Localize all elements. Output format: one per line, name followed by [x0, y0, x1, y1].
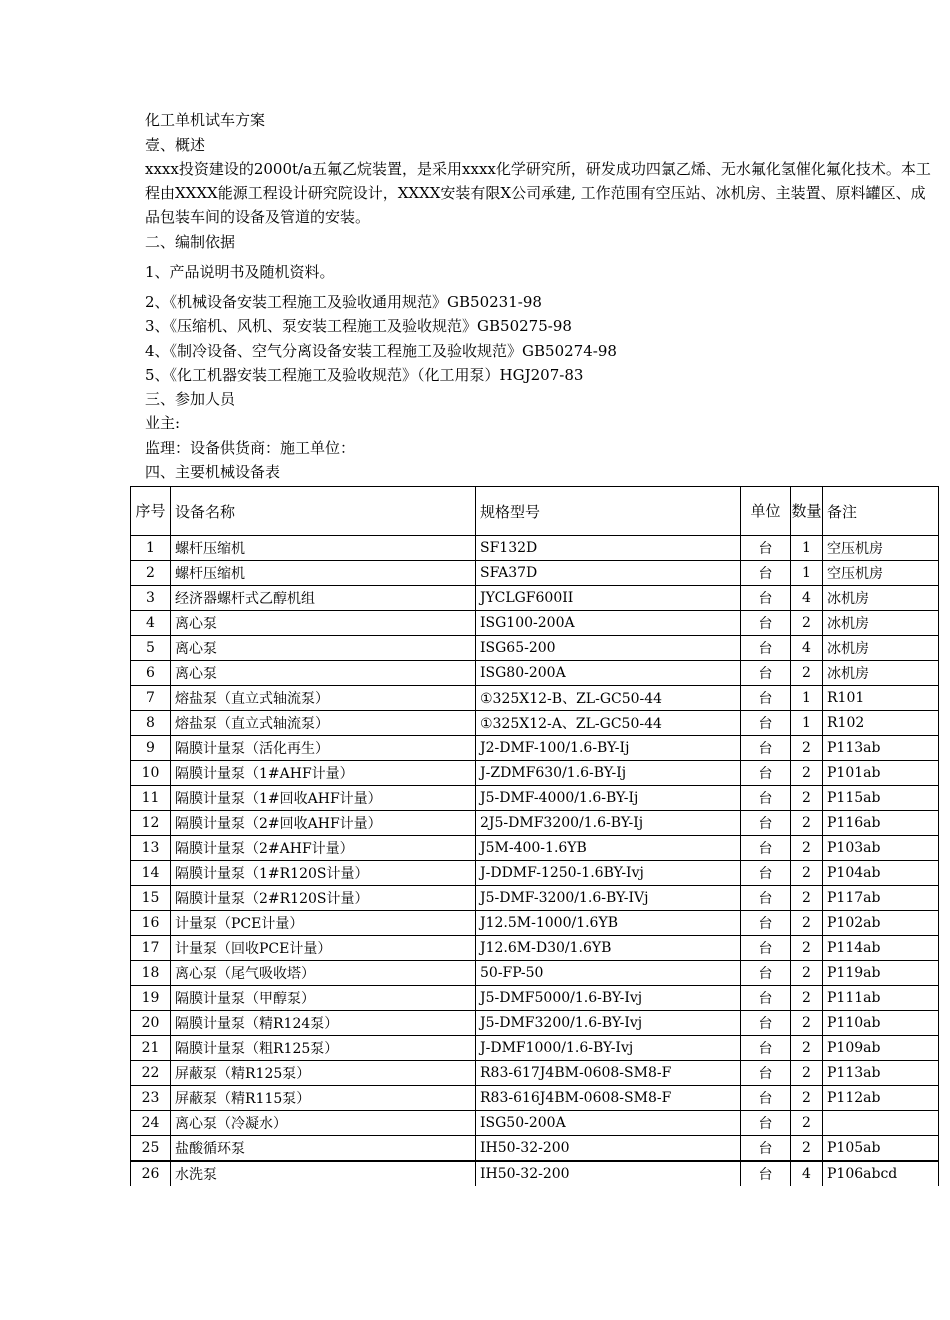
cell-note: P104ab: [823, 861, 939, 886]
cell-unit: 台: [741, 736, 791, 761]
table-row: [131, 1136, 939, 1162]
cell-name: 熔盐泵（直立式轴流泵）: [171, 686, 476, 711]
equipment-table-body: [131, 487, 939, 1187]
cell-spec: J5-DMF5000/1.6-BY-Ivj: [476, 986, 741, 1011]
table-row: [131, 736, 939, 761]
cell-name: 屏蔽泵（精R115泵）: [171, 1086, 476, 1111]
cell-note: P113ab: [823, 1061, 939, 1086]
cell-no: 22: [131, 1061, 171, 1086]
cell-qty: 2: [791, 861, 823, 886]
table-header-row: [131, 487, 939, 536]
owner-line: 业主:: [145, 414, 181, 432]
cell-unit: 台: [741, 561, 791, 586]
cell-spec: ISG65-200: [476, 636, 741, 661]
cell-unit: 台: [741, 636, 791, 661]
cell-note: P105ab: [823, 1136, 939, 1162]
cell-note: P117ab: [823, 886, 939, 911]
cell-note: P113ab: [823, 736, 939, 761]
cell-qty: 1: [791, 711, 823, 736]
cell-name: 隔膜计量泵（精R124泵）: [171, 1011, 476, 1036]
cell-spec: J-DMF1000/1.6-BY-Ivj: [476, 1036, 741, 1061]
cell-note: R102: [823, 711, 939, 736]
cell-no: 11: [131, 786, 171, 811]
cell-no: 7: [131, 686, 171, 711]
cell-note: P106abcd: [823, 1161, 939, 1186]
cell-name: 隔膜计量泵（1#回收AHF计量）: [171, 786, 476, 811]
cell-note: 冰机房: [823, 636, 939, 661]
cell-unit: 台: [741, 586, 791, 611]
cell-spec: J12.6M-D30/1.6YB: [476, 936, 741, 961]
cell-name: 计量泵（PCE计量）: [171, 911, 476, 936]
cell-qty: 4: [791, 1161, 823, 1186]
cell-spec: IH50-32-200: [476, 1136, 741, 1162]
cell-spec: ①325X12-A、ZL-GC50-44: [476, 711, 741, 736]
cell-spec: IH50-32-200: [476, 1161, 741, 1186]
table-row: [131, 636, 939, 661]
table-row: [131, 811, 939, 836]
cell-no: 14: [131, 861, 171, 886]
basis-item-1: 1、产品说明书及随机资料。: [145, 263, 335, 281]
table-row: [131, 986, 939, 1011]
cell-note: R101: [823, 686, 939, 711]
cell-note: P116ab: [823, 811, 939, 836]
cell-qty: 2: [791, 811, 823, 836]
cell-spec: R83-616J4BM-0608-SM8-F: [476, 1086, 741, 1111]
basis-item-5: 5、《化工机器安装工程施工及验收规范》（化工用泵）HGJ207-83: [145, 366, 584, 384]
cell-note: P119ab: [823, 961, 939, 986]
cell-no: 2: [131, 561, 171, 586]
header-no: 序号: [131, 487, 171, 536]
cell-qty: 2: [791, 1061, 823, 1086]
cell-spec: J5-DMF-3200/1.6-BY-IVj: [476, 886, 741, 911]
cell-no: 21: [131, 1036, 171, 1061]
cell-qty: 2: [791, 1086, 823, 1111]
cell-spec: ISG100-200A: [476, 611, 741, 636]
header-name: 设备名称: [171, 487, 476, 536]
section-3-heading: 三、参加人员: [145, 390, 236, 408]
cell-qty: 2: [791, 611, 823, 636]
cell-qty: 4: [791, 586, 823, 611]
table-row: [131, 561, 939, 586]
cell-note: P101ab: [823, 761, 939, 786]
cell-spec: R83-617J4BM-0608-SM8-F: [476, 1061, 741, 1086]
cell-no: 10: [131, 761, 171, 786]
header-unit: 单位: [741, 487, 791, 536]
cell-no: 8: [131, 711, 171, 736]
cell-note: 空压机房: [823, 561, 939, 586]
cell-no: 15: [131, 886, 171, 911]
cell-no: 16: [131, 911, 171, 936]
table-row: [131, 1011, 939, 1036]
basis-item-4: 4、《制冷设备、空气分离设备安装工程施工及验收规范》GB50274-98: [145, 342, 617, 360]
cell-unit: 台: [741, 786, 791, 811]
table-row: [131, 936, 939, 961]
cell-note: P102ab: [823, 911, 939, 936]
cell-unit: 台: [741, 1136, 791, 1162]
cell-qty: 4: [791, 636, 823, 661]
basis-item-2: 2、《机械设备安装工程施工及验收通用规范》GB50231-98: [145, 293, 542, 311]
cell-name: 离心泵: [171, 661, 476, 686]
cell-spec: ①325X12-B、ZL-GC50-44: [476, 686, 741, 711]
table-row: [131, 911, 939, 936]
table-row: [131, 611, 939, 636]
cell-no: 25: [131, 1136, 171, 1162]
table-row: [131, 786, 939, 811]
cell-name: 螺杆压缩机: [171, 536, 476, 561]
header-qty: 数量: [791, 487, 823, 536]
cell-qty: 2: [791, 911, 823, 936]
cell-name: 离心泵（冷凝水）: [171, 1111, 476, 1136]
cell-spec: SF132D: [476, 536, 741, 561]
cell-unit: 台: [741, 1161, 791, 1186]
cell-unit: 台: [741, 811, 791, 836]
cell-no: 9: [131, 736, 171, 761]
table-row: [131, 586, 939, 611]
cell-note: P109ab: [823, 1036, 939, 1061]
cell-unit: 台: [741, 1111, 791, 1136]
cell-unit: 台: [741, 536, 791, 561]
cell-name: 计量泵（回收PCE计量）: [171, 936, 476, 961]
cell-name: 隔膜计量泵（2#AHF计量）: [171, 836, 476, 861]
cell-spec: ISG80-200A: [476, 661, 741, 686]
cell-spec: 50-FP-50: [476, 961, 741, 986]
cell-name: 隔膜计量泵（活化再生）: [171, 736, 476, 761]
cell-spec: J-ZDMF630/1.6-BY-Ij: [476, 761, 741, 786]
cell-unit: 台: [741, 886, 791, 911]
section-4-heading: 四、主要机械设备表: [145, 463, 281, 481]
cell-unit: 台: [741, 936, 791, 961]
cell-qty: 2: [791, 661, 823, 686]
cell-unit: 台: [741, 961, 791, 986]
cell-qty: 2: [791, 761, 823, 786]
table-row: [131, 1111, 939, 1136]
cell-name: 隔膜计量泵（粗R125泵）: [171, 1036, 476, 1061]
cell-name: 隔膜计量泵（2#R120S计量）: [171, 886, 476, 911]
cell-unit: 台: [741, 686, 791, 711]
table-row: [131, 886, 939, 911]
cell-no: 23: [131, 1086, 171, 1111]
cell-note: P114ab: [823, 936, 939, 961]
cell-spec: J5-DMF3200/1.6-BY-Ivj: [476, 1011, 741, 1036]
cell-no: 4: [131, 611, 171, 636]
cell-name: 盐酸循环泵: [171, 1136, 476, 1162]
cell-no: 18: [131, 961, 171, 986]
table-row: [131, 836, 939, 861]
cell-no: 13: [131, 836, 171, 861]
cell-unit: 台: [741, 611, 791, 636]
cell-name: 螺杆压缩机: [171, 561, 476, 586]
cell-qty: 2: [791, 1136, 823, 1162]
cell-unit: 台: [741, 1036, 791, 1061]
cell-note: 空压机房: [823, 536, 939, 561]
cell-qty: 2: [791, 1111, 823, 1136]
cell-name: 离心泵: [171, 611, 476, 636]
cell-qty: 1: [791, 686, 823, 711]
table-row: [131, 661, 939, 686]
cell-name: 隔膜计量泵（1#R120S计量）: [171, 861, 476, 886]
cell-unit: 台: [741, 861, 791, 886]
cell-unit: 台: [741, 836, 791, 861]
header-note: 备注: [823, 487, 939, 536]
table-row: [131, 1086, 939, 1111]
cell-name: 离心泵（尾气吸收塔）: [171, 961, 476, 986]
cell-no: 24: [131, 1111, 171, 1136]
cell-name: 隔膜计量泵（甲醇泵）: [171, 986, 476, 1011]
cell-qty: 2: [791, 1011, 823, 1036]
cell-name: 隔膜计量泵（2#回收AHF计量）: [171, 811, 476, 836]
cell-unit: 台: [741, 761, 791, 786]
table-row: [131, 536, 939, 561]
cell-name: 经济器螺杆式乙醇机组: [171, 586, 476, 611]
cell-no: 26: [131, 1161, 171, 1186]
cell-note: P111ab: [823, 986, 939, 1011]
cell-spec: SFA37D: [476, 561, 741, 586]
cell-qty: 2: [791, 736, 823, 761]
cell-spec: J12.5M-1000/1.6YB: [476, 911, 741, 936]
cell-note: 冰机房: [823, 611, 939, 636]
table-row: [131, 1036, 939, 1061]
cell-qty: 2: [791, 886, 823, 911]
cell-name: 熔盐泵（直立式轴流泵）: [171, 711, 476, 736]
cell-qty: 2: [791, 1036, 823, 1061]
table-row: [131, 961, 939, 986]
cell-unit: 台: [741, 1086, 791, 1111]
document-title: 化工单机试车方案: [145, 111, 266, 129]
cell-note: P112ab: [823, 1086, 939, 1111]
cell-name: 屏蔽泵（精R125泵）: [171, 1061, 476, 1086]
cell-unit: 台: [741, 986, 791, 1011]
section-2-heading: 二、编制依据: [145, 233, 236, 251]
cell-spec: J5M-400-1.6YB: [476, 836, 741, 861]
section-1-body: xxxx投资建设的2000t/a五氟乙烷装置，是采用xxxx化学研究所，研发成功四氯乙烯、无水氟化氢催化氟化技术。本工程由XXXX能源工程设计研究院设计，XXXX安装有限X公司承建, 工作范围有空压站、冰机房、主装置、原料罐区、成品包装车间的设备及管道的安装。: [145, 160, 931, 226]
cell-no: 6: [131, 661, 171, 686]
cell-qty: 1: [791, 561, 823, 586]
table-row: [131, 1161, 939, 1186]
cell-spec: J-DDMF-1250-1.6BY-Ivj: [476, 861, 741, 886]
cell-spec: 2J5-DMF3200/1.6-BY-Ij: [476, 811, 741, 836]
cell-no: 17: [131, 936, 171, 961]
cell-note: P103ab: [823, 836, 939, 861]
table-row: [131, 761, 939, 786]
cell-spec: J5-DMF-4000/1.6-BY-Ij: [476, 786, 741, 811]
cell-spec: ISG50-200A: [476, 1111, 741, 1136]
cell-note: P115ab: [823, 786, 939, 811]
cell-qty: 2: [791, 936, 823, 961]
cell-no: 1: [131, 536, 171, 561]
cell-qty: 2: [791, 961, 823, 986]
cell-qty: 2: [791, 836, 823, 861]
basis-item-3: 3、《压缩机、风机、泵安装工程施工及验收规范》GB50275-98: [145, 317, 572, 335]
cell-note: 冰机房: [823, 586, 939, 611]
equipment-table: [130, 486, 939, 1186]
cell-no: 5: [131, 636, 171, 661]
cell-no: 19: [131, 986, 171, 1011]
header-spec: 规格型号: [476, 487, 741, 536]
cell-name: 离心泵: [171, 636, 476, 661]
cell-spec: JYCLGF600II: [476, 586, 741, 611]
table-row: [131, 1061, 939, 1086]
cell-name: 水洗泵: [171, 1161, 476, 1186]
cell-note: 冰机房: [823, 661, 939, 686]
cell-unit: 台: [741, 1011, 791, 1036]
section-1-heading: 壹、概述: [145, 136, 206, 154]
cell-name: 隔膜计量泵（1#AHF计量）: [171, 761, 476, 786]
table-row: [131, 861, 939, 886]
cell-note: P110ab: [823, 1011, 939, 1036]
cell-qty: 2: [791, 786, 823, 811]
cell-no: 12: [131, 811, 171, 836]
cell-qty: 2: [791, 986, 823, 1011]
parties-line: 监理：设备供货商：施工单位：: [145, 439, 356, 457]
cell-unit: 台: [741, 1061, 791, 1086]
cell-spec: J2-DMF-100/1.6-BY-Ij: [476, 736, 741, 761]
table-row: [131, 686, 939, 711]
cell-unit: 台: [741, 661, 791, 686]
cell-unit: 台: [741, 711, 791, 736]
cell-no: 3: [131, 586, 171, 611]
cell-unit: 台: [741, 911, 791, 936]
cell-no: 20: [131, 1011, 171, 1036]
cell-note: [823, 1111, 939, 1136]
table-row: [131, 711, 939, 736]
cell-qty: 1: [791, 536, 823, 561]
